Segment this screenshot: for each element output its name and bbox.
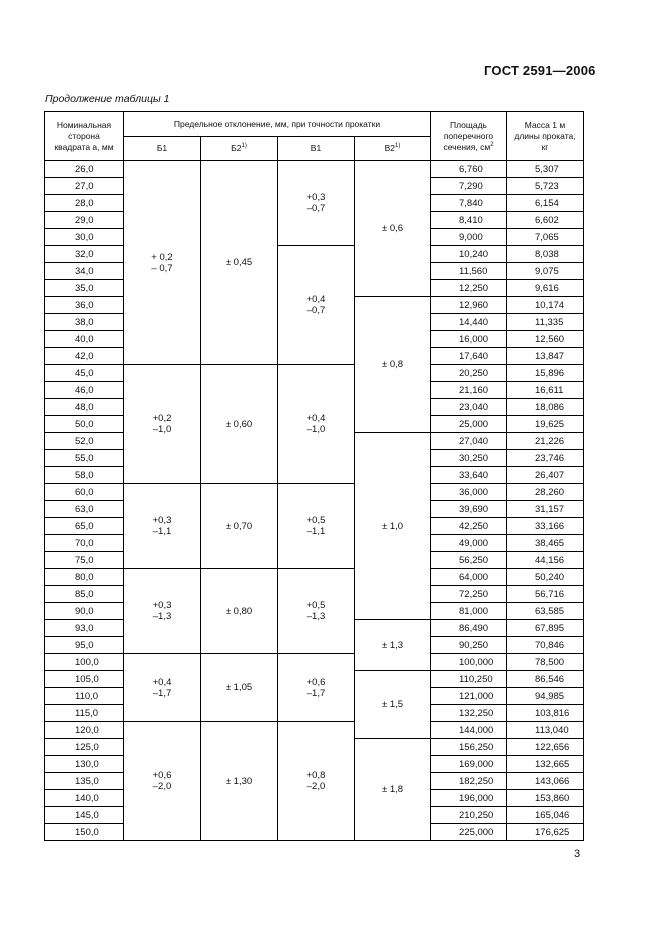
nominal-side-cell: 150,0	[45, 824, 124, 841]
area-cell: 27,040	[431, 433, 507, 450]
area-cell: 14,440	[431, 314, 507, 331]
area-cell: 144,000	[431, 722, 507, 739]
b2-deviation-cell: ± 0,80	[201, 569, 278, 654]
mass-cell: 9,616	[507, 280, 584, 297]
nominal-side-cell: 34,0	[45, 263, 124, 280]
area-cell: 132,250	[431, 705, 507, 722]
v1-deviation-cell: +0,5 –1,3	[278, 569, 355, 654]
area-cell: 30,250	[431, 450, 507, 467]
b1-deviation-cell: +0,2 –1,0	[124, 365, 201, 484]
mass-cell: 12,560	[507, 331, 584, 348]
b2-deviation-cell: ± 1,30	[201, 722, 278, 841]
nominal-side-cell: 100,0	[45, 654, 124, 671]
mass-cell: 38,465	[507, 535, 584, 552]
area-cell: 64,000	[431, 569, 507, 586]
area-cell: 110,250	[431, 671, 507, 688]
area-cell: 23,040	[431, 399, 507, 416]
mass-cell: 67,895	[507, 620, 584, 637]
nominal-side-cell: 70,0	[45, 535, 124, 552]
nominal-side-cell: 50,0	[45, 416, 124, 433]
area-cell: 7,840	[431, 195, 507, 212]
v2-deviation-cell: ± 0,8	[355, 297, 431, 433]
mass-cell: 23,746	[507, 450, 584, 467]
mass-cell: 78,500	[507, 654, 584, 671]
mass-cell: 6,602	[507, 212, 584, 229]
mass-cell: 176,625	[507, 824, 584, 841]
area-cell: 10,240	[431, 246, 507, 263]
mass-cell: 18,086	[507, 399, 584, 416]
nominal-side-cell: 60,0	[45, 484, 124, 501]
header-nominal-side: Номинальная сторона квадрата а, мм	[45, 112, 124, 161]
v1-deviation-cell: +0,6 –1,7	[278, 654, 355, 722]
v2-deviation-cell: ± 1,0	[355, 433, 431, 620]
mass-cell: 165,046	[507, 807, 584, 824]
nominal-side-cell: 48,0	[45, 399, 124, 416]
area-cell: 12,960	[431, 297, 507, 314]
nominal-side-cell: 55,0	[45, 450, 124, 467]
mass-cell: 9,075	[507, 263, 584, 280]
mass-cell: 15,896	[507, 365, 584, 382]
mass-cell: 16,611	[507, 382, 584, 399]
header-v2: В2$^{1)}$	[355, 137, 431, 161]
area-cell: 225,000	[431, 824, 507, 841]
area-cell: 16,000	[431, 331, 507, 348]
header-v1: В1	[278, 137, 355, 161]
mass-cell: 13,847	[507, 348, 584, 365]
area-cell: 210,250	[431, 807, 507, 824]
b1-deviation-cell: + 0,2 – 0,7	[124, 161, 201, 365]
page-number: 3	[574, 848, 581, 860]
area-cell: 182,250	[431, 773, 507, 790]
nominal-side-cell: 95,0	[45, 637, 124, 654]
nominal-side-cell: 29,0	[45, 212, 124, 229]
v1-deviation-cell: +0,5 –1,1	[278, 484, 355, 569]
mass-cell: 86,546	[507, 671, 584, 688]
area-cell: 11,560	[431, 263, 507, 280]
nominal-side-cell: 28,0	[45, 195, 124, 212]
nominal-side-cell: 42,0	[45, 348, 124, 365]
b1-deviation-cell: +0,3 –1,3	[124, 569, 201, 654]
nominal-side-cell: 65,0	[45, 518, 124, 535]
nominal-side-cell: 58,0	[45, 467, 124, 484]
table-row	[45, 654, 584, 671]
mass-cell: 10,174	[507, 297, 584, 314]
table-row	[45, 484, 584, 501]
area-cell: 42,250	[431, 518, 507, 535]
mass-cell: 56,716	[507, 586, 584, 603]
b2-deviation-cell: ± 0,60	[201, 365, 278, 484]
mass-cell: 8,038	[507, 246, 584, 263]
area-cell: 8,410	[431, 212, 507, 229]
mass-cell: 28,260	[507, 484, 584, 501]
area-cell: 121,000	[431, 688, 507, 705]
nominal-side-cell: 90,0	[45, 603, 124, 620]
area-cell: 196,000	[431, 790, 507, 807]
area-cell: 36,000	[431, 484, 507, 501]
mass-cell: 143,066	[507, 773, 584, 790]
area-cell: 86,490	[431, 620, 507, 637]
nominal-side-cell: 38,0	[45, 314, 124, 331]
area-cell: 33,640	[431, 467, 507, 484]
nominal-side-cell: 30,0	[45, 229, 124, 246]
mass-cell: 132,665	[507, 756, 584, 773]
mass-cell: 122,656	[507, 739, 584, 756]
header-mass: Масса 1 м длины проката, кг	[507, 112, 584, 161]
mass-cell: 5,723	[507, 178, 584, 195]
b1-deviation-cell: +0,3 –1,1	[124, 484, 201, 569]
table-row	[45, 569, 584, 586]
area-cell: 49,000	[431, 535, 507, 552]
nominal-side-cell: 46,0	[45, 382, 124, 399]
area-cell: 25,000	[431, 416, 507, 433]
mass-cell: 6,154	[507, 195, 584, 212]
b2-deviation-cell: ± 0,70	[201, 484, 278, 569]
dimensions-table	[44, 111, 584, 841]
b1-deviation-cell: +0,4 –1,7	[124, 654, 201, 722]
nominal-side-cell: 140,0	[45, 790, 124, 807]
v2-deviation-cell: ± 0,6	[355, 161, 431, 297]
mass-cell: 94,985	[507, 688, 584, 705]
nominal-side-cell: 125,0	[45, 739, 124, 756]
v2-deviation-cell: ± 1,3	[355, 620, 431, 671]
nominal-side-cell: 110,0	[45, 688, 124, 705]
mass-cell: 7,065	[507, 229, 584, 246]
table-row	[45, 365, 584, 382]
v1-deviation-cell: +0,3 –0,7	[278, 161, 355, 246]
nominal-side-cell: 145,0	[45, 807, 124, 824]
area-cell: 17,640	[431, 348, 507, 365]
mass-cell: 19,625	[507, 416, 584, 433]
nominal-side-cell: 105,0	[45, 671, 124, 688]
nominal-side-cell: 120,0	[45, 722, 124, 739]
nominal-side-cell: 63,0	[45, 501, 124, 518]
mass-cell: 33,166	[507, 518, 584, 535]
mass-cell: 5,307	[507, 161, 584, 178]
mass-cell: 26,407	[507, 467, 584, 484]
mass-cell: 31,157	[507, 501, 584, 518]
mass-cell: 70,846	[507, 637, 584, 654]
nominal-side-cell: 27,0	[45, 178, 124, 195]
area-cell: 12,250	[431, 280, 507, 297]
nominal-side-cell: 93,0	[45, 620, 124, 637]
table-row	[45, 161, 584, 178]
nominal-side-cell: 35,0	[45, 280, 124, 297]
area-cell: 39,690	[431, 501, 507, 518]
area-cell: 21,160	[431, 382, 507, 399]
header-deviation: Предельное отклонение, мм, при точности прокатки	[124, 112, 431, 137]
mass-cell: 103,816	[507, 705, 584, 722]
area-cell: 90,250	[431, 637, 507, 654]
b2-deviation-cell: ± 1,05	[201, 654, 278, 722]
mass-cell: 153,860	[507, 790, 584, 807]
mass-cell: 63,585	[507, 603, 584, 620]
mass-cell: 50,240	[507, 569, 584, 586]
nominal-side-cell: 26,0	[45, 161, 124, 178]
v2-deviation-cell: ± 1,5	[355, 671, 431, 739]
nominal-side-cell: 40,0	[45, 331, 124, 348]
nominal-side-cell: 85,0	[45, 586, 124, 603]
nominal-side-cell: 52,0	[45, 433, 124, 450]
area-cell: 9,000	[431, 229, 507, 246]
dimensions-table-wrapper	[44, 111, 584, 841]
nominal-side-cell: 115,0	[45, 705, 124, 722]
area-cell: 72,250	[431, 586, 507, 603]
area-cell: 81,000	[431, 603, 507, 620]
area-cell: 169,000	[431, 756, 507, 773]
area-cell: 56,250	[431, 552, 507, 569]
b1-deviation-cell: +0,6 –2,0	[124, 722, 201, 841]
nominal-side-cell: 135,0	[45, 773, 124, 790]
mass-cell: 11,335	[507, 314, 584, 331]
header-b2: Б2$^{1)}$	[201, 137, 278, 161]
v1-deviation-cell: +0,4 –0,7	[278, 246, 355, 365]
table-row	[45, 722, 584, 739]
header-b1: Б1	[124, 137, 201, 161]
table-caption: Продолжение таблицы 1	[45, 93, 170, 105]
mass-cell: 44,156	[507, 552, 584, 569]
nominal-side-cell: 80,0	[45, 569, 124, 586]
area-cell: 156,250	[431, 739, 507, 756]
header-area: Площадь поперечного сечения, $см^2$	[431, 112, 507, 161]
nominal-side-cell: 32,0	[45, 246, 124, 263]
area-cell: 100,000	[431, 654, 507, 671]
table-body	[45, 161, 584, 841]
nominal-side-cell: 45,0	[45, 365, 124, 382]
nominal-side-cell: 130,0	[45, 756, 124, 773]
v2-deviation-cell: ± 1,8	[355, 739, 431, 841]
nominal-side-cell: 36,0	[45, 297, 124, 314]
b2-deviation-cell: ± 0,45	[201, 161, 278, 365]
v1-deviation-cell: +0,8 –2,0	[278, 722, 355, 841]
v1-deviation-cell: +0,4 –1,0	[278, 365, 355, 484]
area-cell: 7,290	[431, 178, 507, 195]
mass-cell: 113,040	[507, 722, 584, 739]
standard-code: ГОСТ 2591—2006	[484, 63, 596, 78]
nominal-side-cell: 75,0	[45, 552, 124, 569]
mass-cell: 21,226	[507, 433, 584, 450]
area-cell: 6,760	[431, 161, 507, 178]
area-cell: 20,250	[431, 365, 507, 382]
